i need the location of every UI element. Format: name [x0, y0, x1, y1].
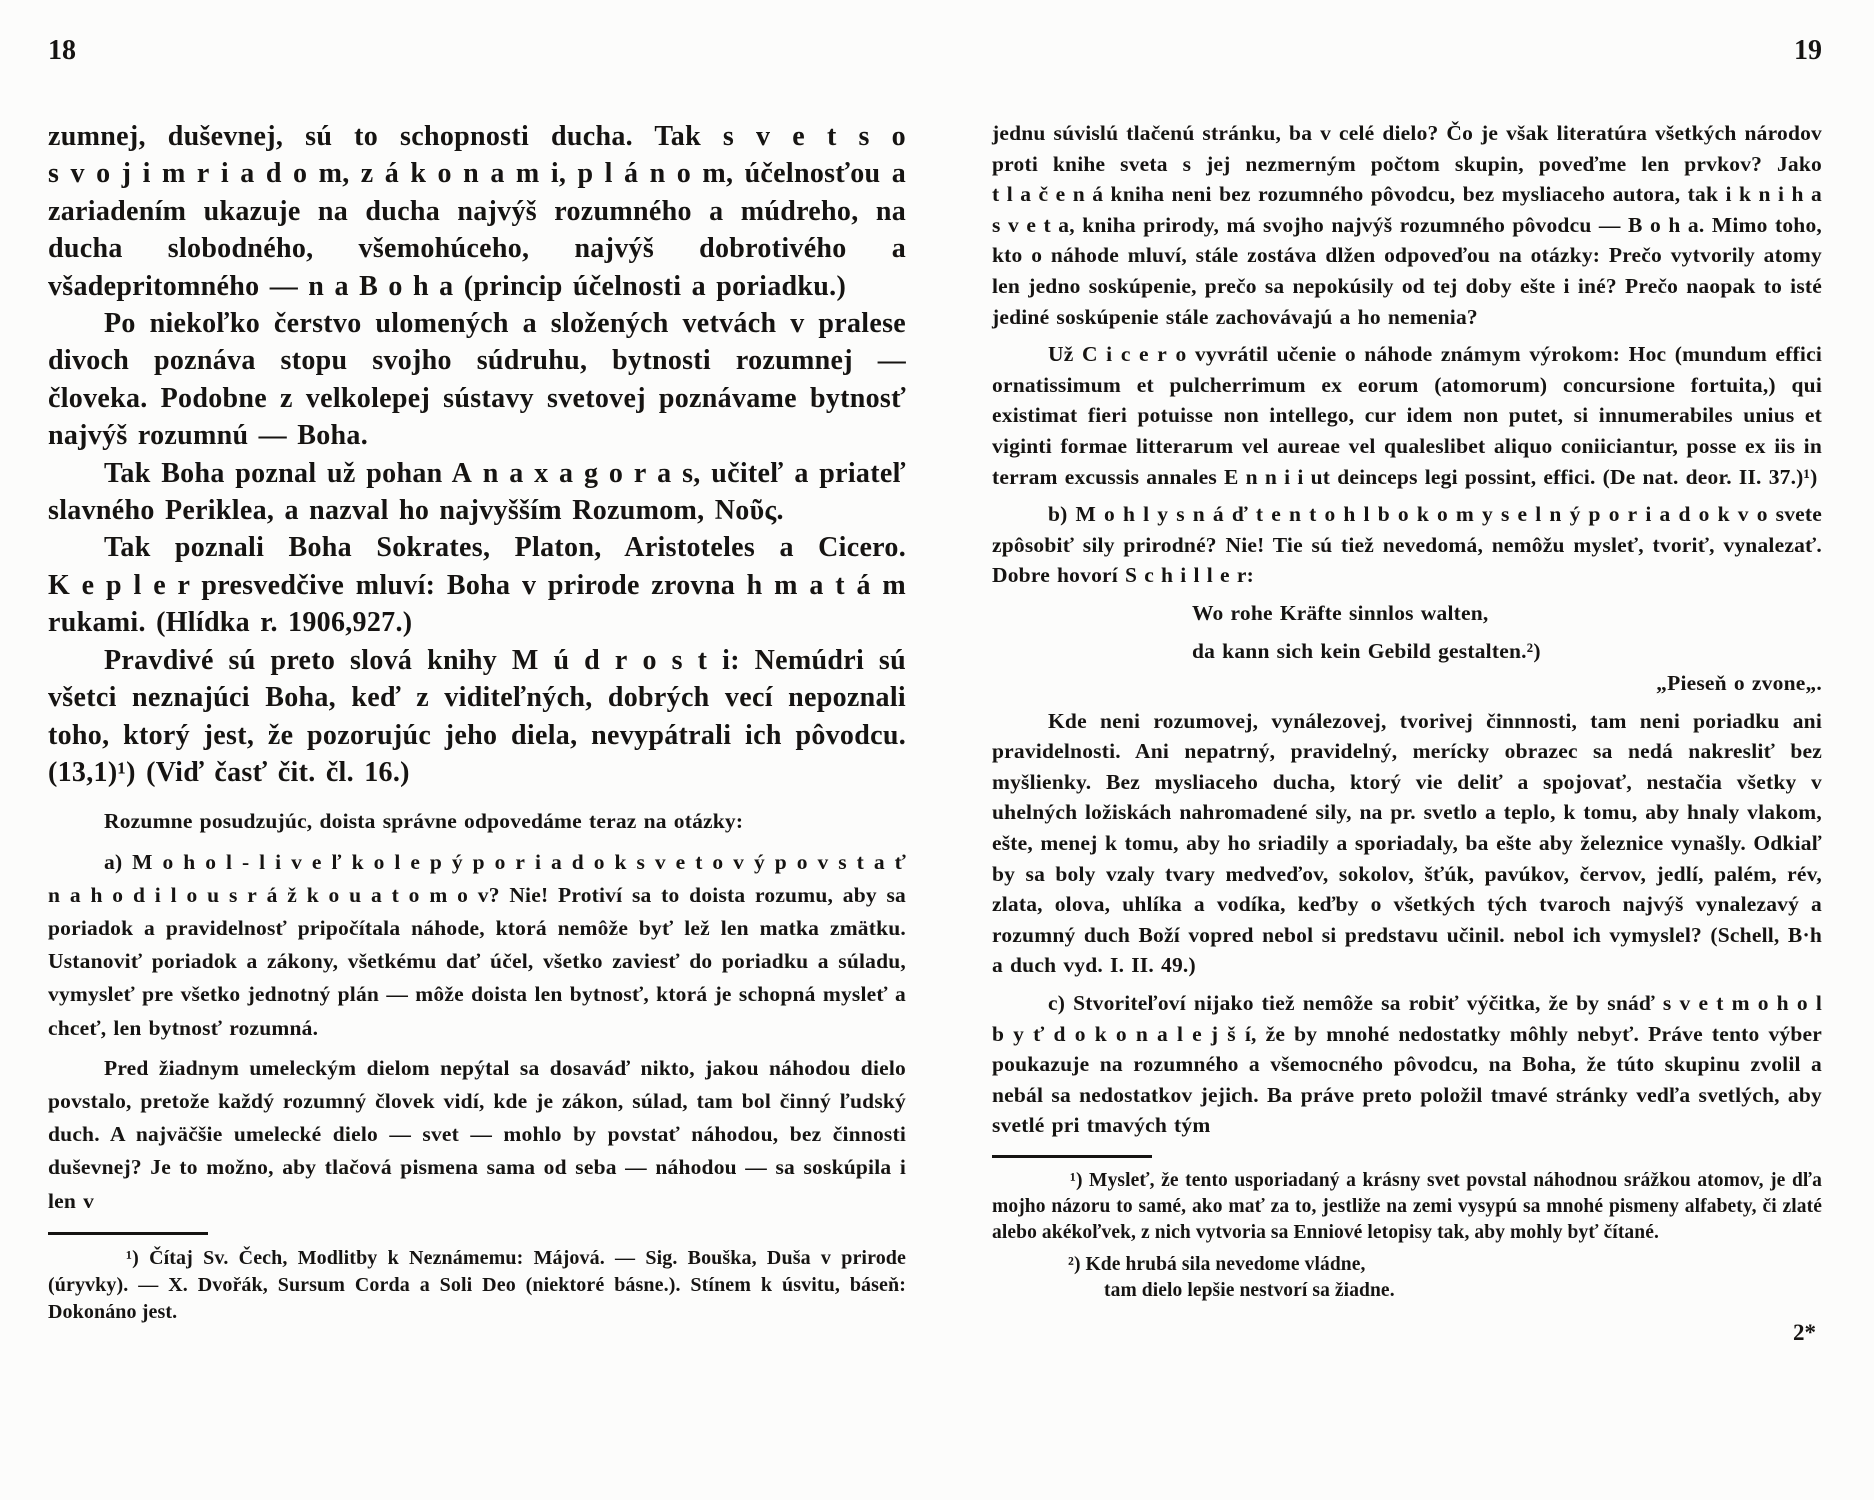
- footnote: ¹) Čítaj Sv. Čech, Modlitby k Neznámemu: Májová. — Sig. Bouška, Duša v prirode (úryvky). — X. Dvořák, Sursum Corda a Soli Deo (niektoré básne.). Stínem k úsvitu, báseň: Dokonáno jest.: [48, 1246, 906, 1323]
- paragraph: Pred žiadnym umeleckým dielom nepýtal sa dosaváď nikto, jakou náhodou dielo povstalo, pretože každý rozumný človek vidí, kde je zákon, súlad, tam bol činný ľudský duch. A najväčšie umelecké dielo — svet — mohlo by povstať náhodou, bez činnosti duševnej? Je to možno, aby tlačová pismena sama od seba — náhodou — sa soskúpila i len v: [48, 1055, 906, 1213]
- paragraph: Tak poznali Boha Sokrates, Platon, Aristoteles a Cicero. K e p l e r presvedčive mluví: Boha v prirode zrovna h m a t á m rukami. (Hlídka r. 1906,927.): [48, 532, 906, 639]
- paragraph: zumnej, duševnej, sú to schopnosti ducha. Tak s v e t s o s v o j i m r i a d o m, z á k o n a m i, p l á n o m, účelnosťou a zariadením ukazuje na ducha najvýš rozumného a múdreho, na ducha slobodného, všemohúceho, najvýš dobrotivého a všadepritomného — n a B o h a (princip účelnosti a poriadku.): [48, 121, 906, 302]
- paragraph: Po niekoľko čerstvo ulomených a složených vetvách v pralese divoch poznáva stopu svojho súdruhu, bytnosti rozumnej — človeka. Podobne z velkolepej sústavy svetovej poznávame bytnosť najvýš rozumnú — Boha.: [48, 308, 906, 452]
- verse-attribution: „Pieseň o zvone„.: [1656, 671, 1822, 696]
- footnote-divider: [992, 1155, 1152, 1158]
- footnote-verse-line: ²) Kde hrubá sila nevedome vládne,: [1068, 1254, 1366, 1276]
- paragraph: Pravdivé sú preto slová knihy M ú d r o s t i: Nemúdri sú všetci neznajúci Boha, keď z viditeľných, dobrých vecí nepoznali toho, ktorý jest, že pozorujúc jeho diela, nevypátrali ich pôvodcu. (13,1)¹) (Viď časť čit. čl. 16.): [48, 644, 906, 788]
- page-number-left: 18: [48, 35, 76, 66]
- footnote-divider: [48, 1232, 208, 1235]
- footnote: ¹) Mysleť, že tento usporiadaný a krásny svet povstal náhodnou srážkou atomov, je dľa mojho názoru to samé, ako mať za to, jestliže na zemi vysypú sa mnohé pismeny alfabety, či zlaté alebo akékoľvek, z nich vytvoria sa Enniové letopisy tak, aby mohly byť čítané.: [992, 1170, 1822, 1243]
- paragraph: Kde neni rozumovej, vynálezovej, tvorivej činnnosti, tam neni poriadku ani pravidelnosti. Ani nepatrný, pravidelný, merícky obrazec sa nedá nakresliť bez myšlienky. Bez mysliaceho ducha, ktorý vie deliť a spojovať, nestačia všetky v uhelných ložiskách nahromadené sily, na pr. svetlo a teplo, k tomu, aby hnaly vlakom, ešte, menej k tomu, aby ho sriadily a sporiadaly, ba ešte aby železnice vynašly. Odkiaľ by sa boly vzaly tvary medveďov, sokolov, šťúk, pavúkov, červov, jedlí, palém, rév, zlata, olova, uhlíka a vodíka, keďby o všetkých tých tvaroch najvýš vynalezavý a rozumný duch Boží vopred nebol si predstavu učinil. nebol ich vymyslel? (Schell, B·h a duch vyd. I. II. 49.): [992, 708, 1822, 978]
- signature-mark: 2*: [1793, 1319, 1816, 1345]
- paragraph: jednu súvislú tlačenú stránku, ba v celé dielo? Čo je však literatúra všetkých národov proti knihe sveta s jej nezmerným počtom skupin, poveďme len prvkov? Jako t l a č e n á kniha neni bez rozumného pôvodcu, bez mysliaceho autora, tak i k n i h a s v e t a, kniha prirody, má svojho najvýš rozumného pôvodcu — B o h a. Mimo toho, kto o náhode mluví, stále zostáva dlžen odpoveďou na otázky: Prečo vytvorily atomy len jedno soskúpenie, prečo sa nepokúsily od tej doby ešte i iné? Prečo naopak to isté jediné soskúpenie stále zachovávajú a ho nemenia?: [992, 121, 1822, 329]
- page-number-right: 19: [1794, 35, 1822, 66]
- footnote-verse-line: tam dielo lepšie nestvorí sa žiadne.: [1104, 1280, 1395, 1302]
- page-19: [992, 34, 1822, 1346]
- verse-line: da kann sich kein Gebild gestalten.²): [1192, 638, 1541, 663]
- page-18: [48, 34, 906, 1326]
- paragraph: Rozumne posudzujúc, doista správne odpovedáme teraz na otázky:: [104, 809, 744, 834]
- paragraph: b) M o h l y s n á ď t e n t o h l b o k o m y s e l n ý p o r i a d o k v o svete zpôsobiť sily prirodné? Nie! Tie sú tiež nevedomá, nemôžu mysleť, tvoriť, vynalezať. Dobre hovorí S c h i l l e r:: [992, 502, 1822, 588]
- paragraph: Už C i c e r o vyvrátil učenie o náhode známym výrokom: Hoc (mundum effici ornatissimum et pulcherrimum ex eorum (atomorum) concursione fortuita,) qui existimat fieri potuisse non intellego, cur idem non putet, si innumerabiles unius et viginti formae litterarum vel aureae vel qualeslibet aliquo coniiciantur, posse ex iis in terram excussis annales E n n i i ut deinceps legi possint, effici. (De nat. deor. II. 37.)¹): [992, 342, 1822, 489]
- paragraph: a) M o h o l - l i v e ľ k o l e p ý p o r i a d o k s v e t o v ý p o v s t a ť n a h o d i l o u s r á ž k o u a t o m o v? Nie! Protiví sa to doista rozumu, aby sa poriadok a pravidelnosť pripočítala náhode, ktorá nemôže byť lež len matka zmätku. Ustanoviť poriadok a zákony, všetkému dať účel, všetko zaviesť do poriadku a súladu, vymysleť pre všetko jednotný plán — môže doista len bytnosť, ktorá je schopná mysleť a chceť, len bytnosť rozumná.: [48, 849, 906, 1040]
- paragraph: Tak Boha poznal už pohan A n a x a g o r a s, učiteľ a priateľ slavného Periklea, a nazval ho najvyšším Rozumom, Νοῦς.: [48, 457, 906, 527]
- verse-line: Wo rohe Kräfte sinnlos walten,: [1192, 600, 1489, 625]
- paragraph: c) Stvoriteľoví nijako tiež nemôže sa robiť výčitka, že by snáď s v e t m o h o l b y ť d o k o n a l e j š í, že by mnohé nedostatky môhly nebyť. Práve tento výber poukazuje na rozumného a všemocného pôvodcu, na Boha, že túto skupinu zvolil a nebál sa nedostatkov jejich. Ba práve preto položil tmavé stránky vedľa svetlých, aby svetlé pri tmavých tým: [992, 991, 1822, 1138]
